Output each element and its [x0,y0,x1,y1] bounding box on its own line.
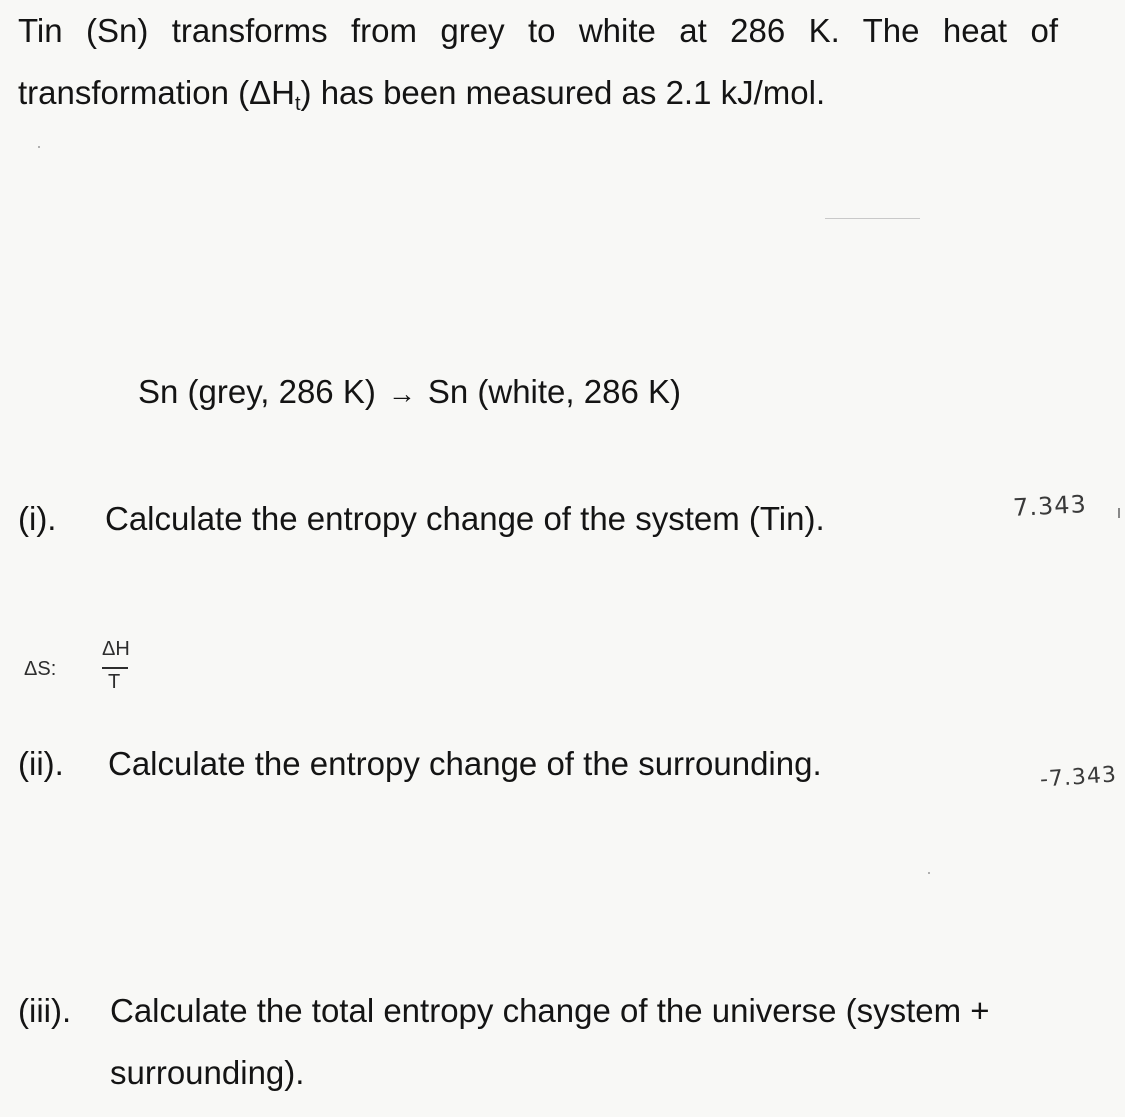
fraction-bar [102,667,128,669]
problem-line-1: Tin (Sn) transforms from grey to white at 286 K. The heat of [18,12,1058,49]
paper-smudge [825,218,920,219]
formula-lhs: ΔS: [24,658,57,680]
question-2-text: Calculate the entropy change of the surrounding. [108,745,822,782]
product: Sn (white, 286 K) [427,373,681,410]
edge-mark [1118,508,1120,518]
formula-numerator: ΔH [102,638,130,660]
problem-statement [18,0,1058,135]
problem-line-2-start: transformation (ΔH [18,74,295,111]
reactant: Sn (grey, 286 K) [138,373,376,410]
question-1-text: Calculate the entropy change of the system (Tin). [105,500,825,537]
reaction-equation [138,373,681,411]
question-3-number: (iii). [18,992,72,1029]
question-3-text: Calculate the total entropy change of the universe (system + surrounding). [110,992,990,1091]
paper-speck [928,872,930,874]
problem-line-2-end: ) has been measured as 2.1 kJ/mol. [300,74,826,111]
handwritten-answer-1: 7.343 [1012,490,1088,522]
subscript-t: t [294,93,301,115]
question-2-number: (ii). [18,745,64,782]
handwritten-answer-2: -7.343 [1039,762,1118,793]
reaction-arrow-icon: → [387,378,416,409]
question-1-number: (i). [18,500,57,537]
formula-denominator: T [108,671,121,693]
problem-line-2 [18,62,1058,135]
paper-speck [38,146,40,148]
handwritten-formula [24,638,144,708]
